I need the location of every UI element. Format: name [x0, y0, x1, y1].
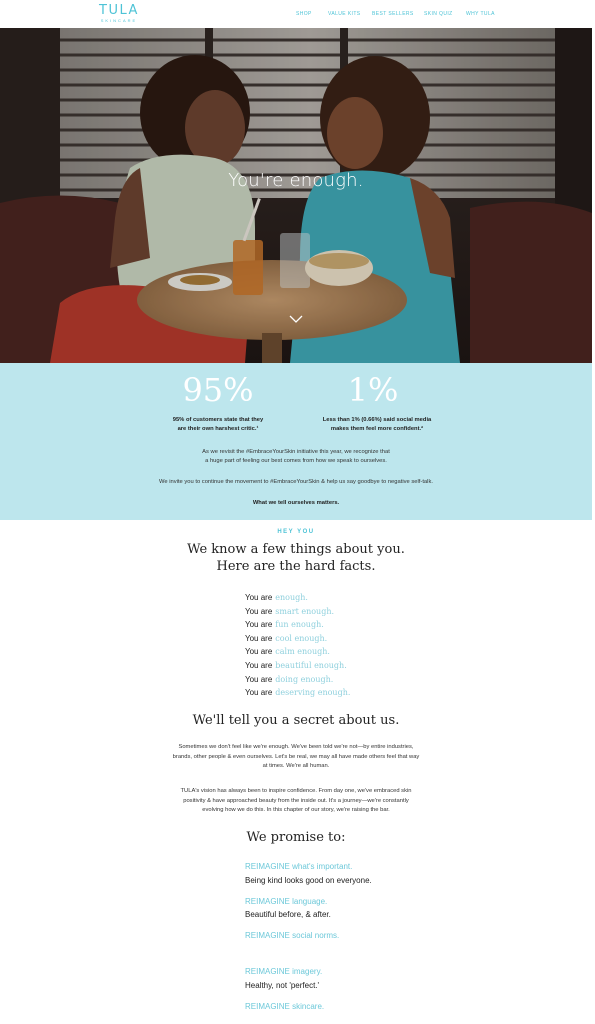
secret-heading: We'll tell you a secret about us. — [192, 713, 400, 728]
hero-headline: You're enough. — [228, 170, 364, 191]
paragraph-line: As we revisit the #EmbraceYourSkin initiative this year, we recognize that — [202, 449, 390, 455]
chevron-down-icon[interactable] — [288, 314, 304, 324]
stat-95-caption-line: 95% of customers state that they — [172, 417, 264, 423]
facts-heading-line: We know a few things about you. — [187, 542, 405, 557]
paragraph-line: positivity & have approached beauty from the inside out. It's a journey—we're constantly — [183, 797, 409, 804]
you-are-prefix: You are — [245, 620, 273, 630]
you-are-row — [245, 647, 330, 656]
you-are-prefix: You are — [245, 661, 273, 670]
stat-95-caption-line: are their own harshest critic.¹ — [177, 425, 259, 432]
stats-paragraph-2: We invite you to continue the movement to #EmbraceYourSkin & help us say goodbye to negative self-talk. — [159, 479, 433, 485]
stat-1-caption-line: makes them feel more confident.² — [330, 425, 424, 432]
stats-section — [0, 363, 592, 520]
you-are-quality: calm enough. — [275, 647, 330, 657]
you-are-row — [245, 607, 334, 616]
secret-paragraph-2 — [140, 787, 452, 816]
promise-sub-important: Being kind looks good on everyone. — [245, 876, 372, 885]
nav-value-kits[interactable]: VALUE KITS — [328, 11, 361, 17]
you-are-row — [245, 593, 308, 602]
paragraph-line: brands, other people & even ourselves. Let's be real, we may all have made others feel that way — [172, 753, 420, 760]
promise-label-language: REIMAGINE language. — [245, 897, 328, 906]
you-are-prefix: You are — [245, 606, 273, 616]
you-are-quality: cool enough. — [275, 633, 328, 643]
promise-label-skincare: REIMAGINE skincare. — [245, 1002, 325, 1011]
stat-1-caption — [310, 416, 444, 433]
you-are-row — [245, 620, 324, 629]
you-are-row — [245, 675, 333, 684]
you-are-quality: smart enough. — [275, 606, 335, 616]
logo-wordmark: TULA — [99, 3, 139, 18]
nav-best-sellers[interactable]: BEST SELLERS — [372, 11, 414, 17]
stat-1-value: 1% — [347, 371, 399, 409]
hey-you-kicker: HEY YOU — [277, 529, 315, 535]
stat-1-caption-line: Less than 1% (0.66%) said social media — [322, 417, 432, 423]
facts-heading — [0, 541, 592, 575]
promise-label-important: REIMAGINE what's important. — [245, 862, 353, 871]
you-are-quality: enough. — [275, 593, 308, 602]
you-are-prefix: You are — [245, 674, 273, 684]
promise-sub-language: Beautiful before, & after. — [245, 910, 331, 919]
you-are-quality: beautiful enough. — [275, 661, 347, 670]
paragraph-line: at times. We're all human. — [262, 763, 330, 769]
you-are-quality: doing enough. — [275, 674, 334, 684]
you-are-row — [245, 688, 350, 697]
you-are-row — [245, 661, 347, 670]
facts-heading-line: Here are the hard facts. — [216, 559, 376, 574]
promise-heading: We promise to: — [246, 830, 346, 845]
you-are-prefix: You are — [245, 688, 273, 698]
secret-paragraph-1 — [140, 743, 452, 772]
stat-95-value: 95% — [182, 371, 254, 409]
you-are-quality: fun enough. — [275, 620, 324, 630]
paragraph-line: a huge part of feeling our best comes from how we speak to ourselves. — [205, 458, 387, 464]
nav-skin-quiz[interactable]: SKIN QUIZ — [424, 11, 453, 17]
promise-label-imagery: REIMAGINE imagery. — [245, 967, 323, 976]
nav-shop[interactable]: SHOP — [296, 11, 312, 17]
site-header — [0, 0, 595, 28]
paragraph-line: Sometimes we don't feel like we're enough. We've been told we're not—by entire industries, — [178, 744, 414, 750]
stat-95-caption — [153, 416, 283, 433]
nav-why-tula[interactable]: WHY TULA — [466, 11, 495, 17]
promise-sub-imagery: Healthy, not 'perfect.' — [245, 981, 320, 990]
paragraph-line: TULA's vision has always been to inspire confidence. From day one, we've embraced skin — [180, 788, 412, 794]
hero-photo — [0, 28, 592, 363]
you-are-quality: deserving enough. — [275, 688, 351, 698]
tula-logo[interactable] — [99, 4, 139, 23]
stats-paragraph-1 — [0, 448, 592, 466]
hero-banner — [0, 28, 592, 363]
you-are-prefix: You are — [245, 633, 273, 643]
paragraph-line: evolving how we do this. In this chapter of our story, we're raising the bar. — [202, 807, 390, 813]
logo-subtitle: SKINCARE — [100, 18, 138, 23]
you-are-prefix: You are — [245, 593, 273, 602]
stats-closing: What we tell ourselves matters. — [252, 500, 340, 506]
you-are-prefix: You are — [245, 647, 273, 657]
you-are-row — [245, 634, 327, 643]
promise-label-social-norms: REIMAGINE social norms. — [245, 931, 340, 940]
